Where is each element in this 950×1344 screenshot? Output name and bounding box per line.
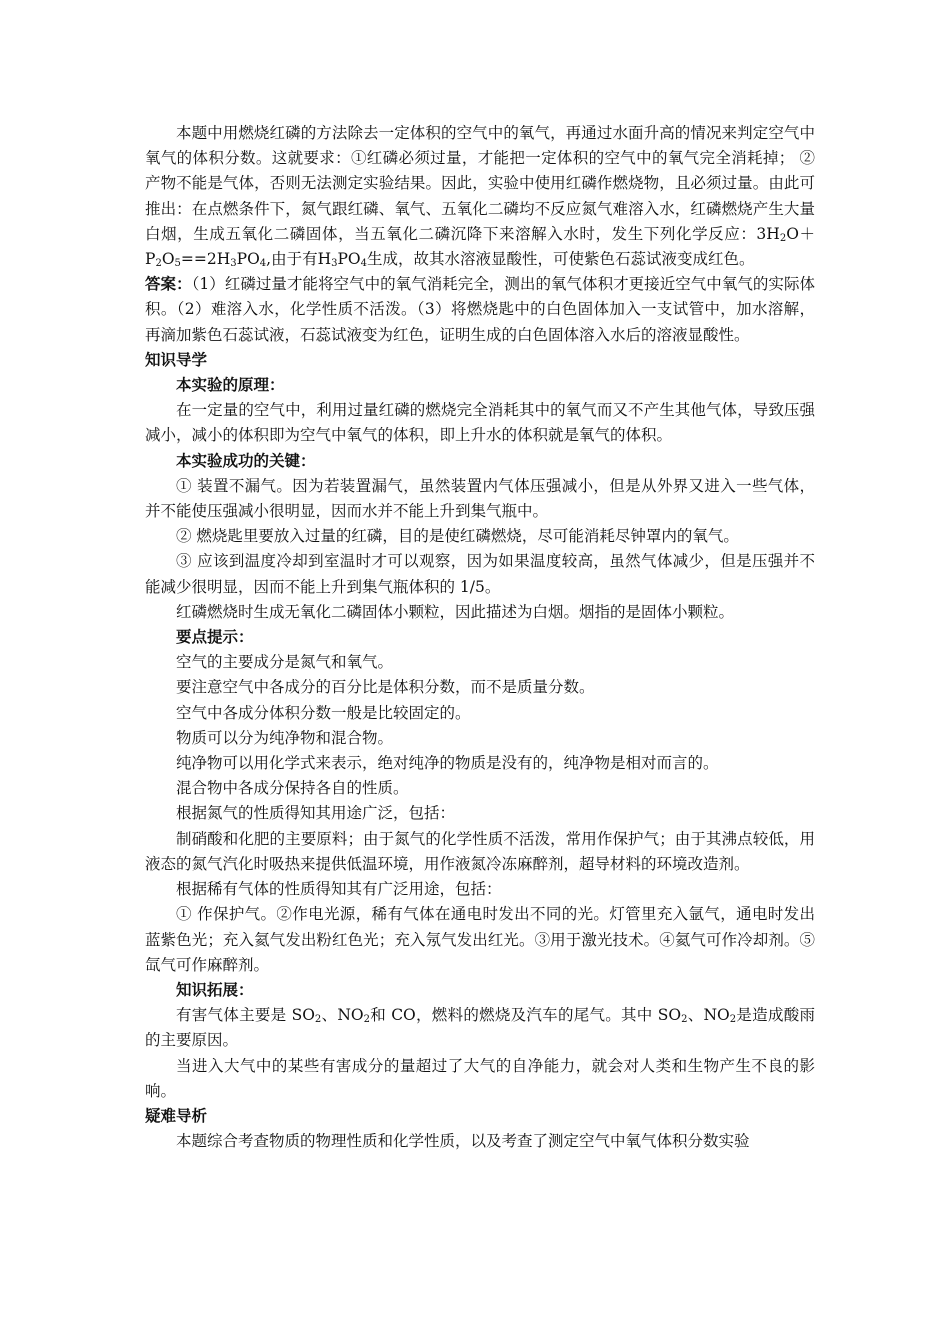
extension-text-1: 有害气体主要是 $SO_2$、$NO_2$和 CO，燃料的燃烧及汽车的尾气。其中 $SO_2$、$NO_2$是造成酸雨的主要原因。: [145, 1006, 815, 1050]
key-heading: 本实验成功的关键：: [176, 451, 316, 470]
point-item: 根据氮气的性质得知其用途广泛，包括：: [176, 804, 456, 823]
key-item-3: ③ 应该到温度冷却到室温时才可以观察，因为如果温度较高，虽然气体减少，但是压强并不能减少很明显，因而不能上升到集气瓶体积的 1/5。: [145, 552, 815, 596]
point-item: 混合物中各成分保持各自的性质。: [176, 779, 409, 798]
intro-paragraph: 本题中用燃烧红磷的方法除去一定体积的空气中的氧气，再通过水面升高的情况来判定空气中氧气的体积分数。这就要求：①红磷必须过量，才能把一定体积的空气中的氧气完全消耗掉； ②产物不能是气体，否则无法测定实验结果。因此，实验中使用红磷作燃烧物，且必须过量。由此可推出：在点燃条件下，氮气跟红磷、氧气、五氧化二磷均不反应氮气难溶入水，红磷燃烧产生大量白烟，生成五氧化二磷固体，当五氧化二磷沉降下来溶解入水时，发生下列化学反应：$3H_2O+P_2O_5==2H_3PO_4$,由于有$H_3PO_4$生成，故其水溶液显酸性，可使紫色石蕊试液变成红色。: [145, 124, 815, 270]
document-page: [145, 121, 815, 1154]
section-title-knowledge: 知识导学: [145, 350, 208, 369]
point-item: ① 作保护气。②作电光源，稀有气体在通电时发出不同的光。灯管里充入氩气，通电时发出蓝紫色光；充入氦气发出粉红色光；充入氖气发出红光。③用于激光技术。④氦气可作冷却剂。⑤氙气可作麻醉剂。: [145, 905, 815, 974]
point-item: 制硝酸和化肥的主要原料；由于氮气的化学性质不活泼，常用作保护气；由于其沸点较低，用液态的氮气汽化时吸热来提供低温环境，用作液氮冷冻麻醉剂，超导材料的环境改造剂。: [145, 829, 815, 873]
point-item: 要注意空气中各成分的百分比是体积分数，而不是质量分数。: [176, 678, 595, 697]
key-item-1: ① 装置不漏气。因为若装置漏气，虽然装置内气体压强减小，但是从外界又进入一些气体，并不能使压强减小很明显，因而水并不能上升到集气瓶中。: [145, 476, 815, 521]
key-item-2: ② 燃烧匙里要放入过量的红磷，目的是使红磷燃烧，尽可能消耗尽钟罩内的氧气。: [176, 527, 739, 546]
principle-text: 在一定量的空气中，利用过量红磷的燃烧完全消耗其中的氧气而又不产生其他气体，导致压强减小，减小的体积即为空气中氧气的体积，即上升水的体积就是氧气的体积。: [145, 401, 815, 445]
answer-text: （1）红磷过量才能将空气中的氧气消耗完全，测出的氧气体积才更接近空气中氧气的实际体积。（2）难溶入水，化学性质不活泼。（3）将燃烧匙中的白色固体加入一支试管中，加水溶解，再滴加紫色石蕊试液，石蕊试液变为红色，证明生成的白色固体溶入水后的溶液显酸性。: [145, 275, 815, 344]
difficulty-text: 本题综合考查物质的物理性质和化学性质，以及考查了测定空气中氧气体积分数实验: [176, 1132, 750, 1151]
extension-heading: 知识拓展：: [176, 980, 254, 999]
answer-label: 答案：: [145, 275, 192, 294]
point-item: 空气的主要成分是氮气和氧气。: [176, 653, 394, 672]
extension-text-2: 当进入大气中的某些有害成分的量超过了大气的自净能力，就会对人类和生物产生不良的影响。: [145, 1056, 815, 1100]
answer-paragraph: [145, 272, 815, 348]
points-heading: 要点提示：: [176, 628, 254, 647]
principle-heading: 本实验的原理：: [176, 376, 285, 395]
point-item: 物质可以分为纯净物和混合物。: [176, 728, 394, 747]
section-title-difficulty: 疑难导析: [145, 1106, 208, 1125]
point-item: 根据稀有气体的性质得知其有广泛用途，包括：: [176, 880, 502, 899]
smoke-note: 红磷燃烧时生成无氧化二磷固体小颗粒，因此描述为白烟。烟指的是固体小颗粒。: [176, 602, 735, 621]
point-item: 空气中各成分体积分数一般是比较固定的。: [176, 703, 471, 722]
point-item: 纯净物可以用化学式来表示，绝对纯净的物质是没有的，纯净物是相对而言的。: [176, 754, 719, 773]
